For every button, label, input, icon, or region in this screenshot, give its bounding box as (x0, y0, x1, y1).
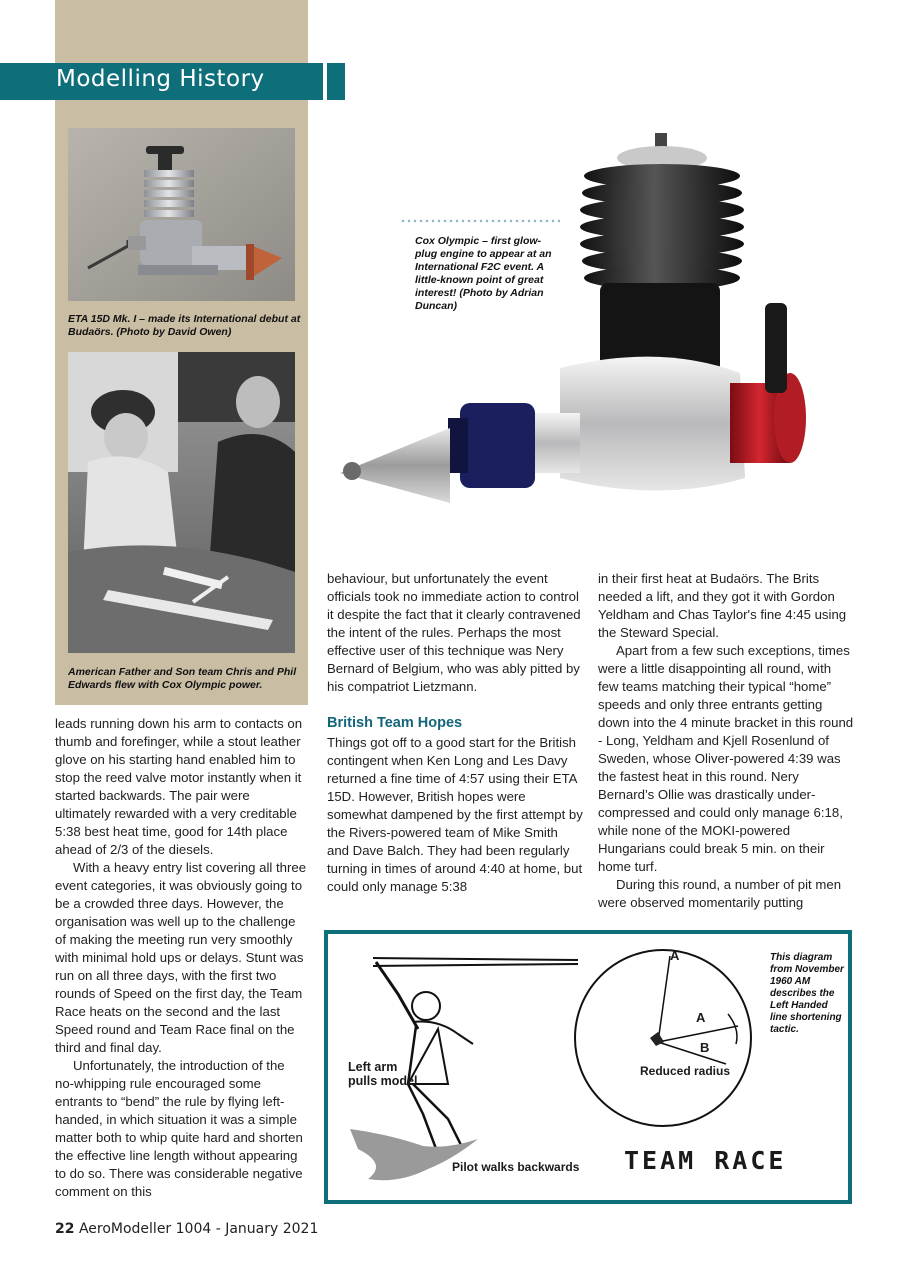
col2-paragraph: behaviour, but unfortunately the event officials took no immediate action to control it despite the fact that it clearly contravened the intent of the rules. Perhaps the most effective user of this technique was Nery Bernard of Belgium, who was ably pitted by his compatriot Lietzmann. (327, 571, 581, 694)
col3-paragraph: in their first heat at Budaörs. The Brits needed a lift, and they got it with Gordon Yeldham and Chas Taylor's fine 4:45 using the Steward Special. (598, 571, 847, 640)
team-race-title: TEAM RACE (624, 1146, 787, 1175)
section-heading: British Team Hopes (327, 715, 463, 731)
col1-paragraph: leads running down his arm to contacts on thumb and forefinger, while a stout leather glove on his starting hand enabled him to stop the reed valve motor instantly when it started backwards. The pair were ultimately rewarded with a very creditable 5:38 best heat time, good for 14th place ahead of 2/3 of the diesels. (55, 716, 303, 857)
column-2 (327, 570, 583, 896)
column-3 (598, 570, 854, 912)
edwards-photo-caption: American Father and Son team Chris and Phil Edwards flew with Cox Olympic power. (68, 666, 297, 691)
left-arm-label (348, 1060, 417, 1088)
section-title: Modelling History (56, 66, 265, 92)
cox-olympic-engine-photo (330, 128, 835, 538)
col3-paragraph: During this round, a number of pit men were observed momentarily putting (598, 877, 842, 910)
team-race-diagram-box (324, 930, 852, 1204)
left-arm-text: Left arm (348, 1060, 398, 1074)
eta-engine-photo (68, 128, 295, 301)
col1-paragraph: With a heavy entry list covering all three event categories, it was obviously going to be a crowded three days. However, the organisation was well up to the challenge of making the meeting run very smoothly with minimal hold ups or delays. Stunt was run on all three days, with the first two rounds of Speed on the first day, the Team Race heats on the second and the last Speed round and Team Race final on the third and final day. (55, 860, 307, 1055)
label-a-mid: A (696, 1010, 706, 1025)
pilot-walks-label: Pilot walks backwards (452, 1160, 580, 1174)
col2-paragraph: Things got off to a good start for the British contingent when Ken Long and Les Davy returned a fine time of 4:57 using their ETA 15D. However, British hopes were somewhat dampened by the first attempt by the Rivers-powered team of Mike Smith and Dave Balch. They had been regularly turning in times of around 4:40 at home, but could only manage 5:38 (327, 735, 583, 894)
pulls-model-text: pulls model (348, 1074, 418, 1088)
diagram-caption: This diagram from November 1960 AM describes the Left Handed line shortening tactic. (770, 952, 844, 1035)
eta-photo-caption: ETA 15D Mk. I – made its International debut at Budaörs. (Photo by David Owen) (68, 313, 301, 338)
column-1 (55, 715, 307, 1201)
page-footer (55, 1221, 318, 1237)
reduced-radius-label: Reduced radius (640, 1064, 731, 1078)
section-header-tab (327, 63, 345, 100)
col1-paragraph: Unfortunately, the introduction of the no-whipping rule encouraged some entrants to “bend” the rule by flying left-handed, in which situation it was a simple matter both to whip quite hard and shorten the effective line length without appearing to do so. There was considerable negative comment on this (55, 1058, 303, 1199)
label-a-top: A (670, 948, 680, 963)
page-number: 22 (55, 1221, 75, 1237)
caption-dotted-rule (400, 219, 560, 223)
col3-paragraph: Apart from a few such exceptions, times were a little disappointing all round, with few teams matching their typical “home” speeds and only three entrants getting down into the 4 minute bracket in this round - Long, Yeldham and Kjell Rosenlund of Sweden, whose Oliver-powered 4:39 was the fastest heat in this round. Nery Bernard’s Ollie was drastically under-compressed and could only manage 6:18, while none of the MOKI-powered Hungarians could break 5 min. on their home turf. (598, 643, 854, 874)
magazine-issue: AeroModeller 1004 - January 2021 (78, 1221, 319, 1237)
cox-photo-caption: Cox Olympic – first glow-plug engine to appear at an International F2C event. A little-known point of great interest! (Photo by Adrian Duncan) (415, 235, 552, 312)
edwards-team-photo (68, 352, 295, 653)
label-b: B (700, 1040, 710, 1055)
